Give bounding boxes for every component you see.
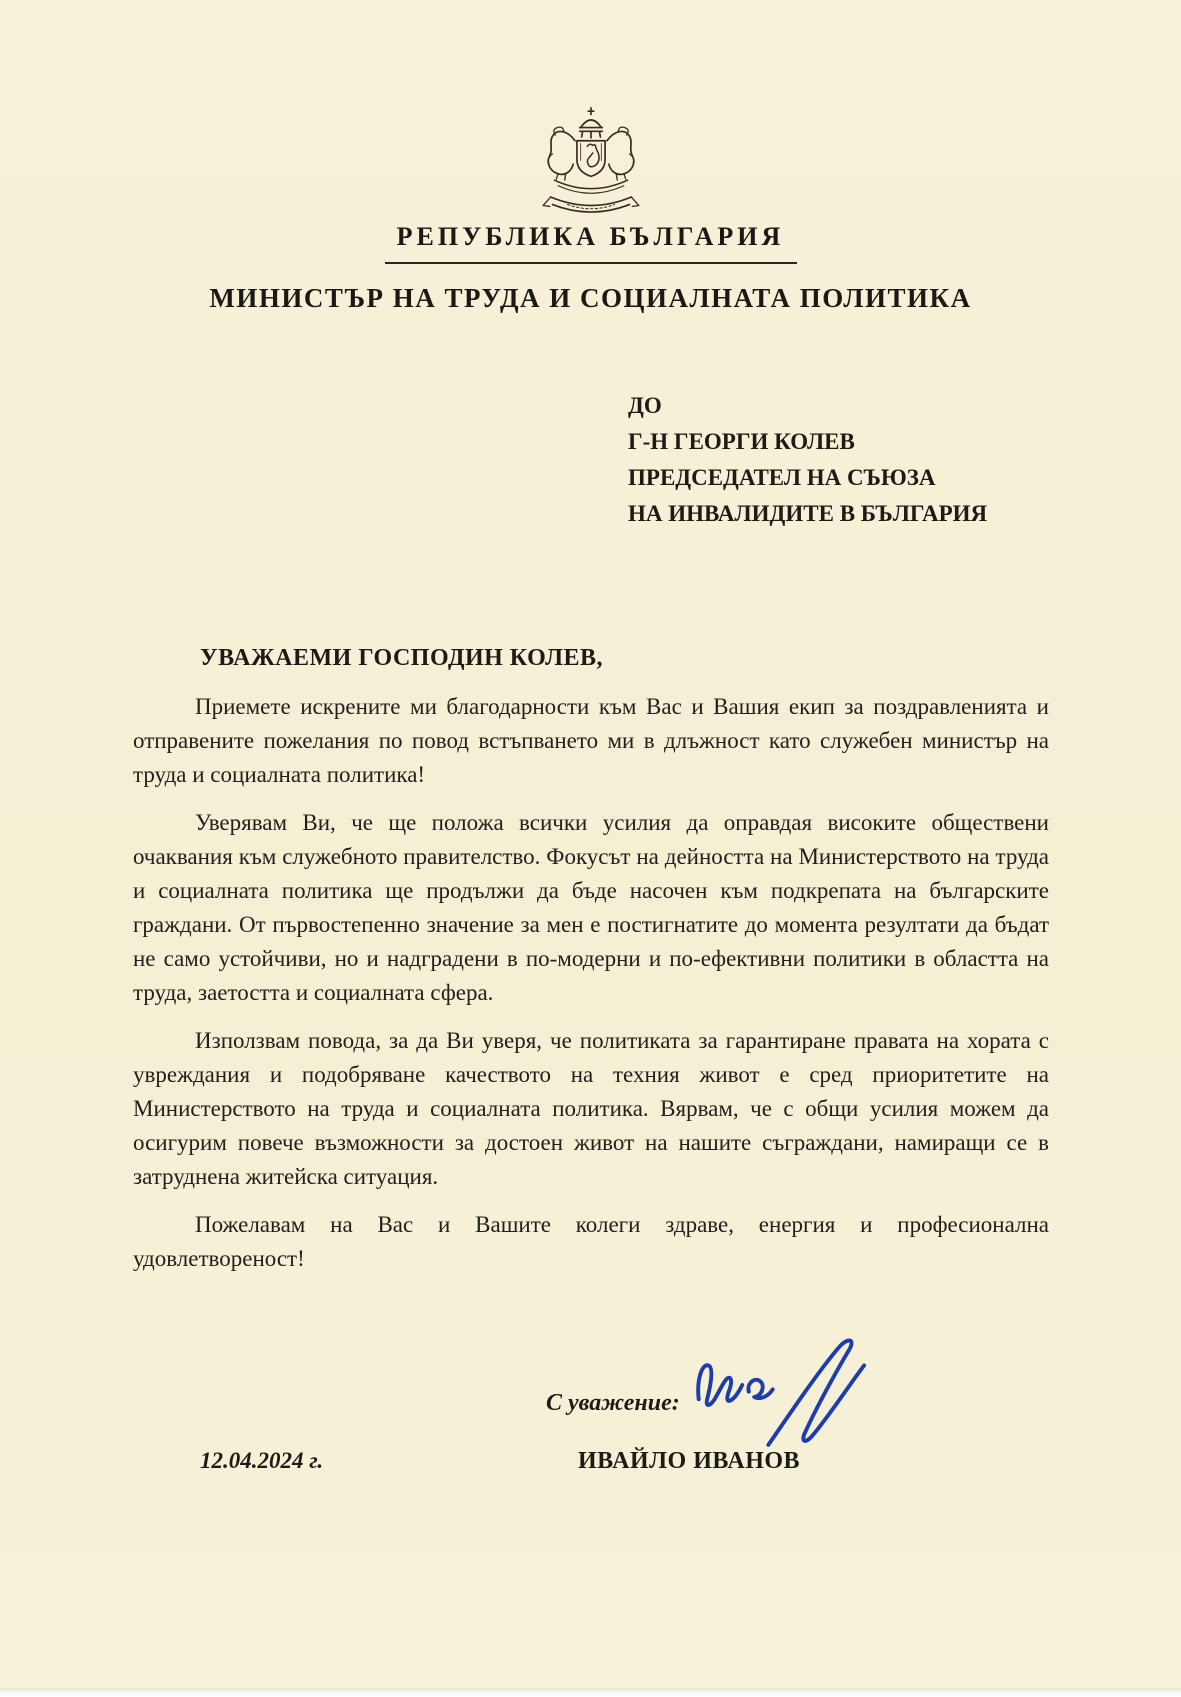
handwritten-signature-icon bbox=[690, 1328, 875, 1453]
closing-salutation: С уважение: bbox=[546, 1390, 680, 1416]
recipient-block bbox=[628, 388, 987, 532]
salutation: УВАЖАЕМИ ГОСПОДИН КОЛЕВ, bbox=[200, 645, 603, 671]
letter-body bbox=[133, 690, 1049, 1290]
paragraph-4: Пожелавам на Вас и Вашите колеги здраве, енергия и професионална удовлетвореност! bbox=[133, 1212, 1049, 1271]
paragraph-2: Уверявам Ви, че ще положа всички усилия да оправдая високите обществени очаквания към служебното правителство. Фокусът на дейността на Министерството на труда и социалната политика ще продължи да бъде насочен към подкрепата на българските граждани. От първостепенно значение за мен е постигнатите до момента резултати да бъдат не само устойчиви, но и надградени в по-модерни и по-ефективни политики в областта на труда, заетостта и социалната сфера. bbox=[133, 810, 1049, 1005]
recipient-line-to: ДО bbox=[628, 393, 662, 418]
republic-title: РЕПУБЛИКА БЪЛГАРИЯ bbox=[396, 222, 785, 251]
title-divider-rule bbox=[385, 262, 797, 264]
paragraph-3: Използвам повода, за да Ви уверя, че политиката за гарантиране правата на хората с увреждания и подобряване качеството на техния живот е сред приоритетите на Министерството на труда и социалната политика. Вярвам, че с общи усилия можем да осигурим повече възможности за достоен живот на нашите съграждани, намиращи се в затруднена житейска ситуация. bbox=[133, 1028, 1049, 1189]
recipient-line-title: ПРЕДСЕДАТЕЛ НА СЪЮЗА bbox=[628, 465, 936, 490]
recipient-line-name: Г-Н ГЕОРГИ КОЛЕВ bbox=[628, 429, 855, 454]
letter-date: 12.04.2024 г. bbox=[200, 1448, 324, 1473]
bulgarian-coat-of-arms-icon bbox=[530, 104, 652, 230]
scan-bottom-edge bbox=[0, 1688, 1181, 1697]
ministry-title: МИНИСТЪР НА ТРУДА И СОЦИАЛНАТА ПОЛИТИКА bbox=[209, 283, 972, 313]
recipient-line-org: НА ИНВАЛИДИТЕ В БЪЛГАРИЯ bbox=[628, 501, 988, 526]
paragraph-1: Приемете искрените ми благодарности към Вас и Вашия екип за поздравленията и отправените пожелания по повод встъпването ми в длъжност като служебен министър на труда и социалната политика! bbox=[133, 694, 1049, 787]
signer-name: ИВАЙЛО ИВАНОВ bbox=[578, 1448, 801, 1474]
